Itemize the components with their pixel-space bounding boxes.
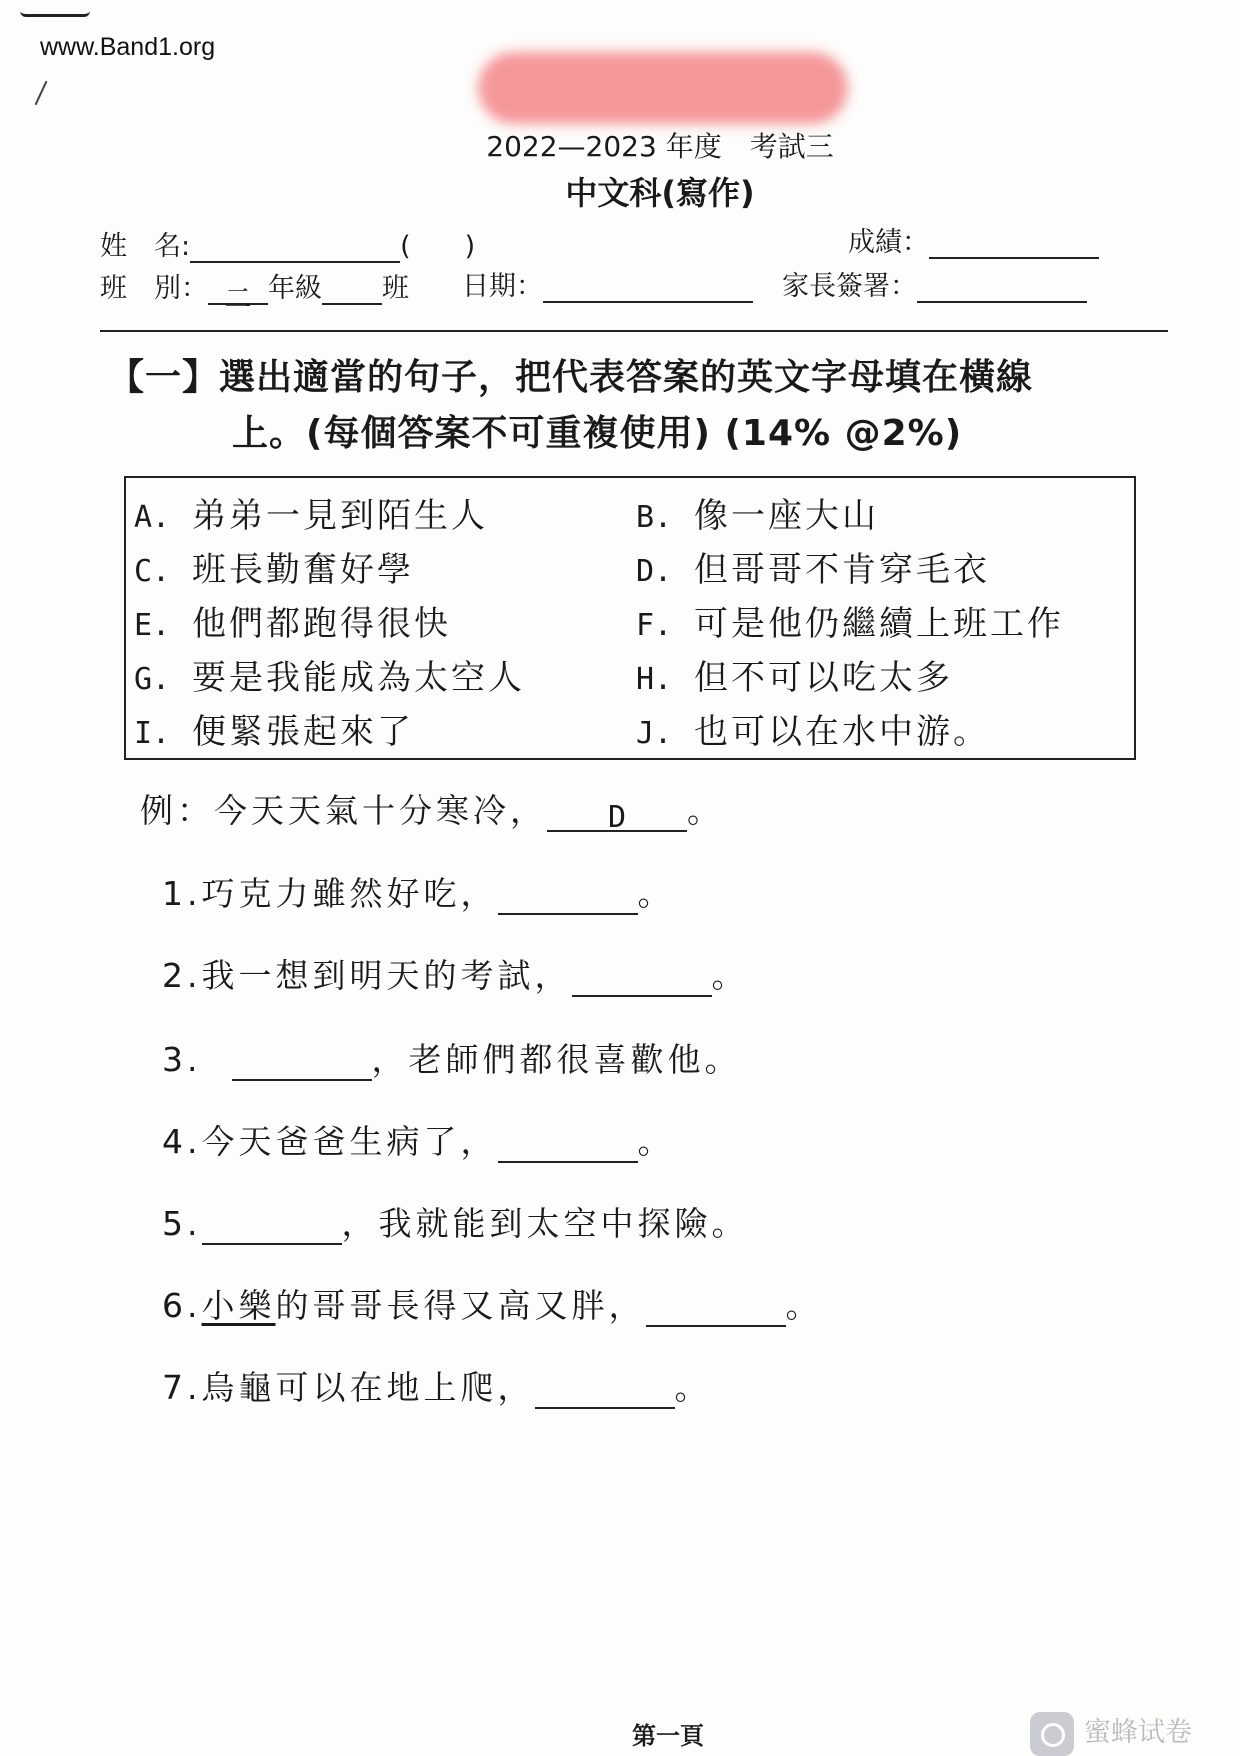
option-g: G. 要是我能成為太空人	[134, 658, 525, 698]
parent-sign-field	[782, 264, 1087, 303]
name-field	[100, 224, 475, 263]
watermark-logo-icon	[1030, 1712, 1074, 1756]
watermark-text: 蜜蜂试卷	[1084, 1717, 1192, 1748]
answer-blank[interactable]	[498, 883, 638, 915]
name-paren: ( )	[400, 231, 476, 262]
pen-mark	[35, 81, 48, 105]
question-1: 1.巧克力雖然好吃， 。	[162, 874, 675, 913]
option-b: B. 像一座大山	[636, 496, 879, 536]
class-field	[100, 266, 409, 315]
redacted-school-name	[478, 52, 848, 124]
option-h: H. 但不可以吃太多	[636, 658, 953, 698]
example-answer: D	[547, 800, 687, 832]
score-label: 成績：	[848, 227, 929, 258]
option-e: E. 他們都跑得很快	[134, 604, 451, 644]
name-label: 姓 名:	[100, 231, 191, 262]
question-5: 5. ，我就能到太空中探險。	[162, 1204, 749, 1243]
proper-name-underlined: 小樂	[201, 1286, 276, 1325]
question-2: 2.我一想到明天的考試， 。	[162, 956, 749, 995]
option-j: J. 也可以在水中游。	[636, 712, 990, 752]
question-3: 3. ，老師們都很喜歡他。	[162, 1040, 742, 1079]
answer-blank[interactable]	[498, 1131, 638, 1163]
class-label: 班 別：	[100, 273, 208, 304]
date-label: 日期：	[462, 271, 543, 302]
exam-year-line: 2022—2023 年度 考試三	[486, 130, 834, 163]
name-blank	[190, 235, 400, 263]
question-4: 4.今天爸爸生病了， 。	[162, 1122, 675, 1161]
section-title	[108, 350, 1168, 462]
option-c: C. 班長勤奮好學	[134, 550, 414, 590]
watermark	[1030, 1710, 1192, 1756]
site-url: www.Band1.org	[40, 33, 216, 61]
question-7: 7.烏龜可以在地上爬， 。	[162, 1368, 712, 1407]
question-6: 6.小樂的哥哥長得又高又胖， 。	[162, 1286, 823, 1325]
class-blank	[322, 277, 382, 305]
sign-label: 家長簽署：	[782, 271, 917, 302]
corner-scan-mark	[20, 6, 90, 17]
section-title-line1: 【一】選出適當的句子，把代表答案的英文字母填在橫線	[108, 357, 1034, 398]
option-a: A. 弟弟一見到陌生人	[134, 496, 488, 536]
page-number: 第一頁	[632, 1722, 704, 1750]
class-suffix: 班	[382, 273, 409, 304]
answer-blank[interactable]	[646, 1295, 786, 1327]
grade-value: 二	[208, 277, 268, 305]
answer-blank[interactable]	[572, 965, 712, 997]
score-field	[848, 220, 1099, 259]
option-f: F. 可是他仍繼續上班工作	[636, 604, 1064, 644]
date-field	[462, 264, 753, 303]
date-blank	[543, 275, 753, 303]
score-blank	[929, 231, 1099, 259]
grade-suffix: 年級	[268, 273, 322, 304]
answer-blank[interactable]	[232, 1049, 372, 1081]
answer-blank[interactable]	[535, 1377, 675, 1409]
options-box	[124, 476, 1136, 760]
option-d: D. 但哥哥不肯穿毛衣	[636, 550, 990, 590]
sign-blank	[917, 275, 1087, 303]
section-title-line2: 上。(每個答案不可重複使用) (14% @2%)	[232, 413, 963, 454]
exam-subject: 中文科(寫作)	[565, 174, 755, 212]
option-i: I. 便緊張起來了	[134, 712, 414, 752]
answer-blank[interactable]	[202, 1213, 342, 1245]
header-divider	[100, 330, 1168, 332]
example-item: 例：今天天氣十分寒冷， D 。	[140, 791, 724, 835]
